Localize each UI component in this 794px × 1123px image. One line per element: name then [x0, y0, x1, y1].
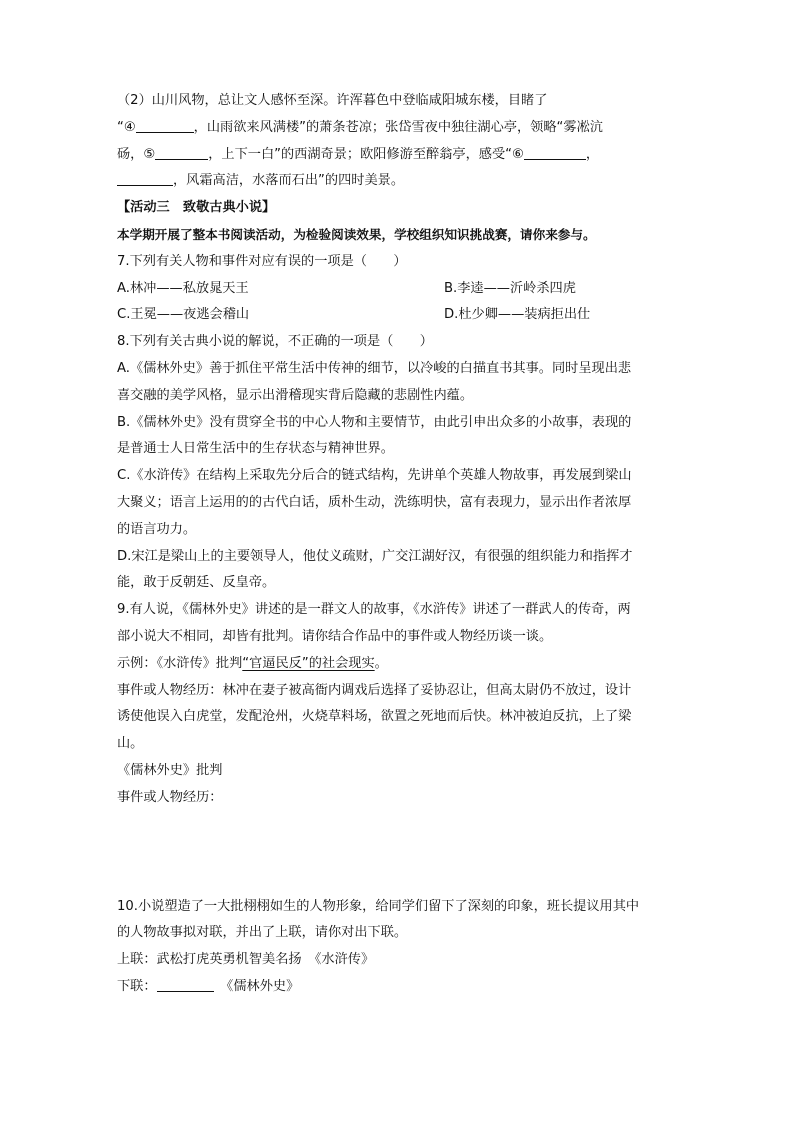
- text: ，风霜高洁，水落而石出”的四时美景。: [173, 173, 405, 189]
- q7-option-b[interactable]: B.李逵——沂岭杀四虎: [444, 280, 576, 296]
- text: 。: [374, 655, 388, 671]
- q9-example-event-line-1: 事件或人物经历：林冲在妻子被高衙内调戏后选择了妥协忍让，但高太尉仍不放过，设计: [117, 682, 632, 698]
- fill-blank-4[interactable]: [136, 118, 194, 133]
- q8-option-a-line-1[interactable]: A.《儒林外史》善于抓住平常生活中传神的细节，以冷峻的白描直书其事。同时呈现出悲: [117, 360, 632, 376]
- part2-line-2: [117, 115, 677, 142]
- text: ，山雨欲来风满楼”的萧条苍凉；张岱雪夜中独往湖心亭，领略“雾凇沆: [193, 119, 603, 135]
- q10-stem-line-2: 的人物故事拟对联，并出了上联，请你对出下联。: [117, 925, 408, 941]
- text: ，: [585, 146, 599, 162]
- q9-answer-space[interactable]: [117, 812, 677, 894]
- q9-answer-event-label: 事件或人物经历：: [117, 789, 223, 805]
- q10-lower-couplet: [117, 974, 677, 1001]
- fill-blank-5[interactable]: [155, 145, 208, 160]
- fill-blank-6-cont[interactable]: [117, 171, 173, 186]
- part2-line-4: [117, 168, 677, 195]
- text: ，上下一白”的西湖奇景；欧阳修游至醉翁亭，感受“⑥: [208, 146, 524, 162]
- text: “④: [117, 119, 136, 135]
- part2-line-3: [117, 142, 677, 169]
- q7-options-row-2: [117, 302, 677, 329]
- q7-option-d[interactable]: D.杜少卿——装病拒出仕: [444, 307, 591, 323]
- text: 示例：《水浒传》批判: [117, 655, 243, 671]
- q8-option-b-line-1[interactable]: B.《儒林外史》没有贯穿全书的中心人物和主要情节，由此引申出众多的小故事，表现的: [117, 414, 632, 430]
- q10-stem-line-1: 10.小说塑造了一大批栩栩如生的人物形象，给同学们留下了深刻的印象，班长提议用其中: [117, 898, 640, 914]
- q9-stem-line-1: 9.有人说，《儒林外史》讲述的是一群文人的故事，《水浒传》讲述了一群武人的传奇，两: [117, 602, 631, 618]
- q9-stem-line-2: 部小说大不相同，却皆有批判。请你结合作品中的事件或人物经历谈一谈。: [117, 628, 553, 644]
- q8-option-a-line-2[interactable]: 喜交融的美学风格，显示出滑稽现实背后隐藏的悲剧性内蕴。: [117, 387, 474, 403]
- q8-option-d-line-1[interactable]: D.宋江是梁山上的主要领导人，他仗义疏财，广交江湖好汉，有很强的组织能力和指挥才: [117, 548, 633, 564]
- q9-answer-label: 《儒林外史》批判: [117, 762, 223, 778]
- underlined-text: “官逼民反”的社会现实: [242, 655, 375, 671]
- q8-stem: 8.下列有关古典小说的解说，不正确的一项是（ ）: [117, 334, 433, 350]
- text: 《儒林外史》: [213, 978, 300, 994]
- lower-couplet-blank[interactable]: [157, 977, 214, 992]
- q8-option-c-line-2[interactable]: 大聚义；语言上运用的的古代白话，质朴生动，洗练明快，富有表现力，显示出作者浓厚: [117, 494, 632, 510]
- q10-upper-couplet: 上联：武松打虎英勇机智美名扬 《水浒传》: [117, 952, 375, 968]
- document-page: [117, 88, 677, 1001]
- q7-option-c[interactable]: C.王冕——夜逃会稽山: [117, 307, 250, 323]
- q8-option-d-line-2[interactable]: 能，敢于反朝廷、反皇帝。: [117, 575, 276, 591]
- activity3-title: 【活动三 致敬古典小说】: [117, 200, 276, 216]
- q8-option-c-line-1[interactable]: C.《水浒传》在结构上采取先分后合的链式结构，先讲单个英雄人物故事，再发展到梁山: [117, 468, 632, 484]
- q9-example-event-line-3: 山。: [117, 736, 144, 752]
- q7-options-row-1: [117, 276, 677, 303]
- text: 砀，⑤: [117, 146, 156, 162]
- part2-line-1: [117, 88, 677, 115]
- q8-option-c-line-3[interactable]: 的语言功力。: [117, 521, 197, 537]
- text: 下联：: [117, 978, 157, 994]
- text: （2）山川风物，总让文人感怀至深。许浑暮色中登临咸阳城东楼，目睹了: [117, 93, 548, 108]
- q8-option-b-line-2[interactable]: 是普通士人日常生活中的生存状态与精神世界。: [117, 441, 394, 457]
- q9-example: [117, 651, 677, 678]
- activity3-intro: 本学期开展了整本书阅读活动，为检验阅读效果，学校组织知识挑战赛，请你来参与。: [117, 226, 596, 242]
- q9-example-event-line-2: 诱使他误入白虎堂，发配沧州，火烧草料场，欲置之死地而后快。林冲被迫反抗，上了梁: [117, 709, 632, 725]
- fill-blank-6[interactable]: [524, 145, 586, 160]
- q7-stem: 7.下列有关人物和事件对应有误的一项是（ ）: [117, 253, 407, 269]
- q7-option-a[interactable]: A.林冲——私放晁天王: [117, 280, 249, 296]
